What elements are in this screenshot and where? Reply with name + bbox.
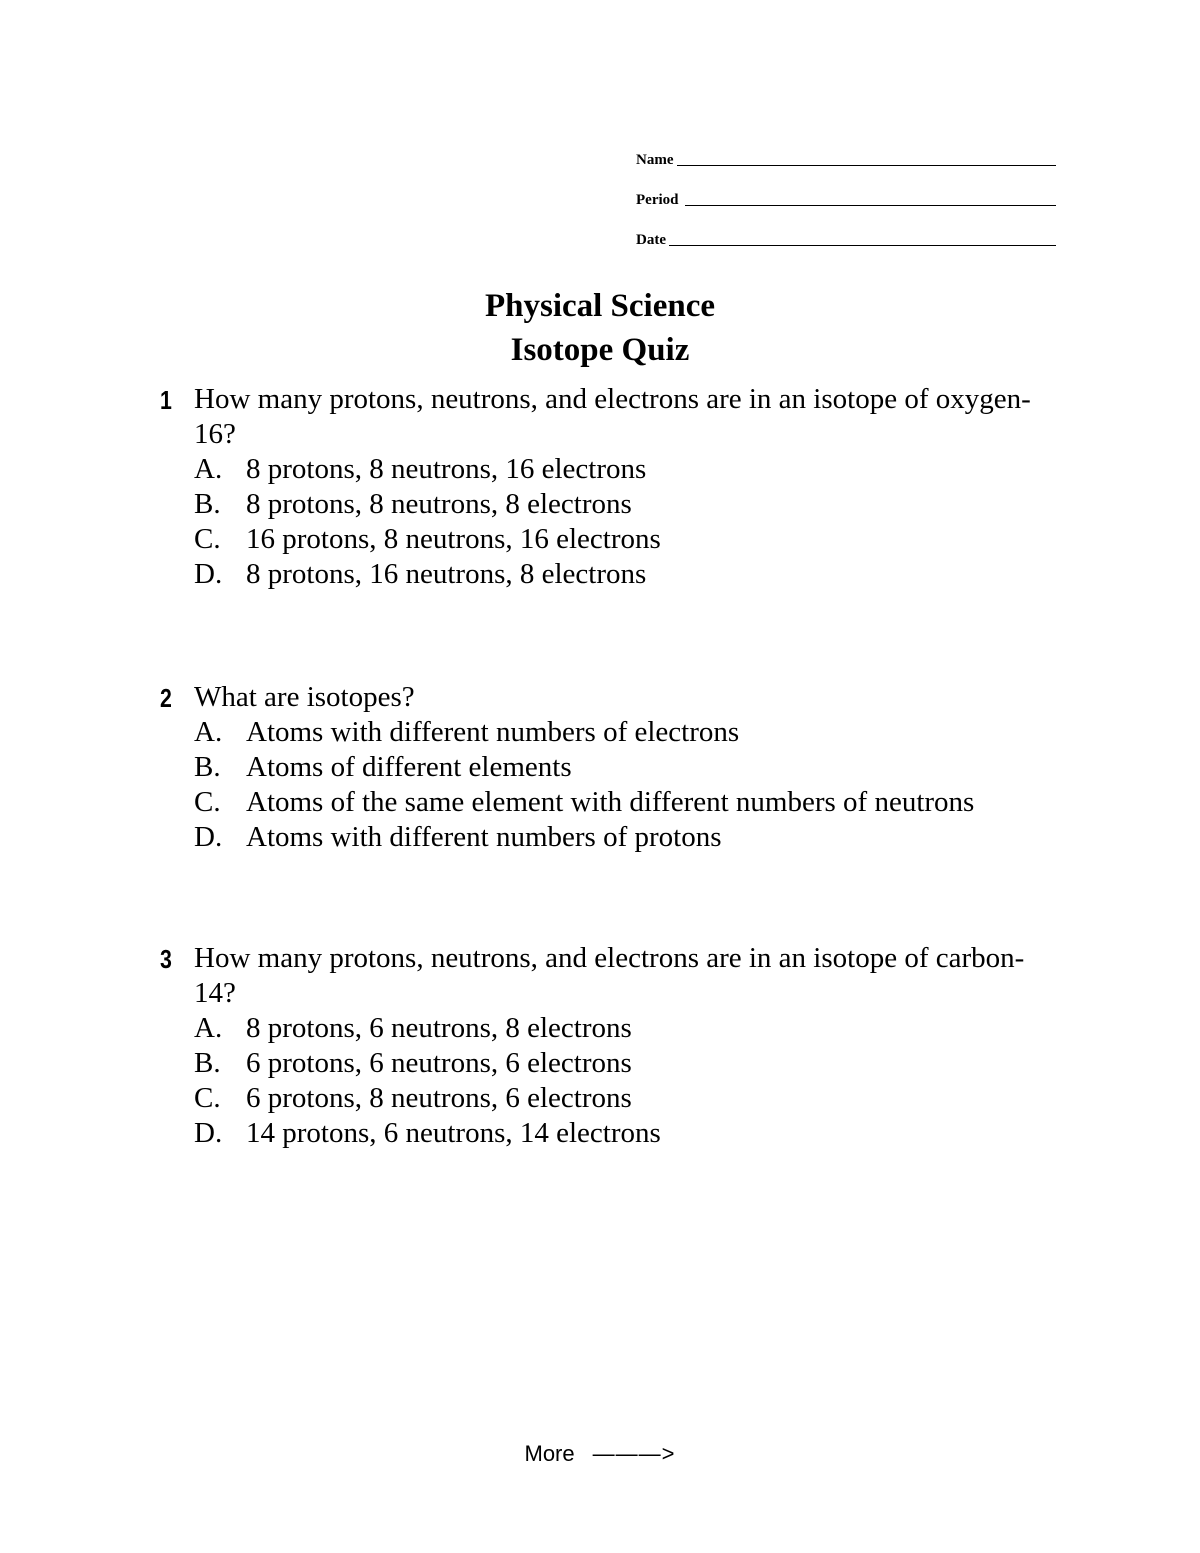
option-text: 8 protons, 8 neutrons, 8 electrons	[246, 488, 632, 520]
option-letter: B.	[194, 488, 221, 520]
date-field[interactable]	[669, 244, 1056, 246]
option-text: 6 protons, 6 neutrons, 6 electrons	[246, 1047, 632, 1079]
answer-option-b[interactable]	[194, 487, 1060, 522]
option-letter: C.	[194, 1082, 221, 1114]
answer-option-b[interactable]	[194, 1046, 1060, 1081]
option-text: 16 protons, 8 neutrons, 16 electrons	[246, 523, 661, 555]
more-indicator	[0, 1440, 1200, 1468]
option-text: 8 protons, 8 neutrons, 16 electrons	[246, 453, 647, 485]
name-row	[636, 146, 1056, 168]
option-letter: C.	[194, 786, 221, 818]
question-2	[160, 680, 1060, 855]
option-letter: B.	[194, 751, 221, 783]
answer-option-c[interactable]	[194, 785, 1060, 820]
name-field[interactable]	[677, 164, 1057, 166]
period-field[interactable]	[685, 204, 1057, 206]
option-text: Atoms with different numbers of protons	[246, 821, 722, 853]
quiz-title: Isotope Quiz	[510, 332, 690, 368]
arrow-right-icon: ———>	[592, 1441, 676, 1466]
course-title: Physical Science	[484, 288, 716, 324]
question-1	[160, 382, 1060, 592]
option-letter: D.	[194, 821, 223, 853]
question-number: 3	[160, 944, 172, 974]
option-letter: D.	[194, 558, 223, 590]
option-letter: D.	[194, 1117, 223, 1149]
page-title	[0, 284, 1200, 372]
option-text: Atoms of the same element with different numbers of neutrons	[246, 786, 975, 818]
answer-option-a[interactable]	[194, 1011, 1060, 1046]
student-info-block	[636, 146, 1056, 266]
option-text: 8 protons, 16 neutrons, 8 electrons	[246, 558, 647, 590]
question-number: 1	[160, 385, 172, 415]
answer-option-a[interactable]	[194, 715, 1060, 750]
date-label: Date	[636, 232, 666, 248]
period-label: Period	[636, 192, 679, 208]
more-label: More	[524, 1441, 575, 1466]
period-row	[636, 186, 1056, 208]
option-letter: B.	[194, 1047, 221, 1079]
date-row	[636, 226, 1056, 248]
option-text: Atoms of different elements	[246, 751, 572, 783]
option-text: 14 protons, 6 neutrons, 14 electrons	[246, 1117, 661, 1149]
question-3	[160, 941, 1060, 1151]
option-letter: A.	[194, 716, 223, 748]
option-letter: C.	[194, 523, 221, 555]
answer-option-d[interactable]	[194, 1116, 1060, 1151]
option-text: Atoms with different numbers of electrons	[246, 716, 740, 748]
question-text: What are isotopes?	[194, 681, 415, 713]
answer-option-c[interactable]	[194, 1081, 1060, 1116]
answer-option-c[interactable]	[194, 522, 1060, 557]
option-letter: A.	[194, 1012, 223, 1044]
option-text: 8 protons, 6 neutrons, 8 electrons	[246, 1012, 632, 1044]
question-number: 2	[160, 683, 172, 713]
question-text: How many protons, neutrons, and electrons are in an isotope of carbon-14?	[194, 942, 1025, 1009]
option-letter: A.	[194, 453, 223, 485]
answer-option-d[interactable]	[194, 557, 1060, 592]
name-label: Name	[636, 152, 674, 168]
answer-option-a[interactable]	[194, 452, 1060, 487]
answer-option-d[interactable]	[194, 820, 1060, 855]
option-text: 6 protons, 8 neutrons, 6 electrons	[246, 1082, 632, 1114]
answer-option-b[interactable]	[194, 750, 1060, 785]
question-text: How many protons, neutrons, and electrons are in an isotope of oxygen-16?	[194, 383, 1031, 450]
